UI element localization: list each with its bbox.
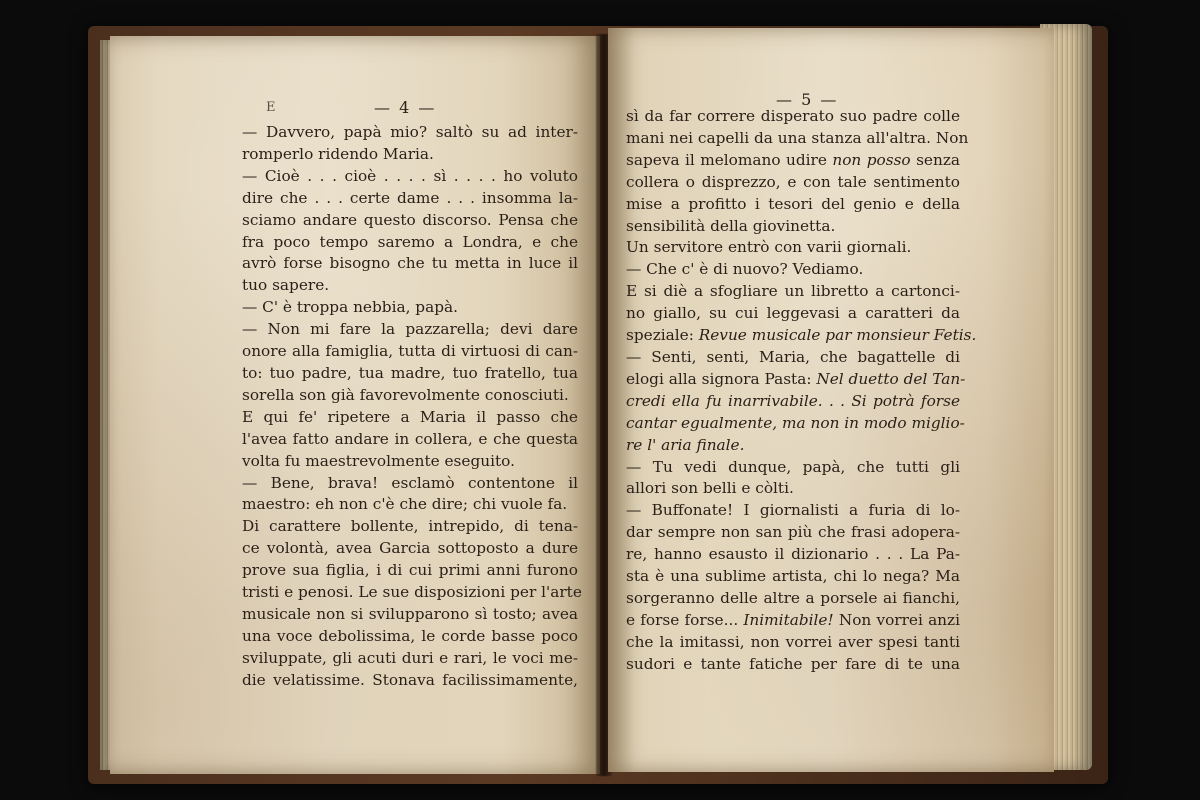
text-run: che la imitassi, non vorrei aver spesi tanti [626, 632, 960, 651]
text-line [242, 407, 578, 429]
text-run: Non vorrei anzi [833, 610, 960, 629]
text-line [242, 582, 582, 604]
text-run: E si diè a sfogliare un libretto a cartonci- [626, 282, 960, 301]
text-run: sorella son già favorevolmente conosciuti. [242, 385, 569, 404]
text-line [626, 347, 960, 369]
italic-text: Inimitabile! [743, 610, 834, 629]
right-page [608, 28, 1054, 772]
text-run: — Non mi fare la pazzarella; devi dare [242, 320, 578, 339]
text-line [242, 560, 578, 582]
text-line [242, 429, 578, 451]
text-line [626, 259, 960, 281]
italic-text: non posso [832, 150, 911, 169]
text-line [242, 232, 578, 254]
text-line [242, 210, 578, 232]
text-run: — Senti, senti, Maria, che bagattelle di [626, 347, 960, 366]
text-line [242, 363, 578, 385]
text-line [242, 319, 578, 341]
text-run: Di carattere bollente, intrepido, di tena- [242, 517, 578, 536]
text-run: musicale non si svilupparono sì tosto; avea [242, 604, 578, 623]
text-line [626, 632, 960, 654]
text-line [242, 166, 578, 188]
text-run: no giallo, su cui leggevasi a caratteri da [626, 304, 960, 323]
text-run: senza [910, 150, 961, 169]
text-line [626, 303, 960, 325]
text-run: maestro: eh non c'è che dire; chi vuole fa. [242, 495, 568, 514]
text-run: — Buffonate! I giornalisti a furia di lo- [626, 501, 960, 520]
text-line [626, 522, 960, 544]
text-line [242, 494, 578, 516]
text-line [242, 188, 578, 210]
text-line [626, 237, 960, 259]
text-run: sviluppate, gli acuti duri e rari, le voci me- [242, 648, 578, 667]
text-line [626, 128, 969, 150]
text-run: onore alla famiglia, tutta di virtuosi di can- [242, 342, 578, 361]
text-line [626, 457, 960, 479]
text-line [242, 451, 578, 473]
text-run: fra poco tempo saremo a Londra, e che [242, 232, 578, 251]
text-run: — Tu vedi dunque, papà, che tutti gli [626, 457, 960, 476]
text-run: — C' è troppa nebbia, papà. [242, 298, 458, 317]
text-line [626, 106, 960, 128]
text-run: sudori e tante fatiche per fare di te una [626, 654, 960, 673]
text-line [626, 391, 960, 413]
text-run: volta fu maestrevolmente eseguito. [242, 451, 515, 470]
text-run: collera o disprezzo, e con tale sentimento [626, 172, 960, 191]
text-line [626, 369, 966, 391]
text-run: Un servitore entrò con varii giornali. [626, 238, 912, 257]
text-line [242, 122, 578, 144]
text-run: mise a profitto i tesori del genio e della [626, 194, 960, 213]
corner-mark: E [266, 100, 276, 115]
text-line [242, 648, 578, 670]
text-run: sorgeranno delle altre a porsele ai fianchi, [626, 588, 960, 607]
text-run: sapeva il melomano udire [626, 150, 833, 169]
text-run: tristi e penosi. Le sue disposizioni per l'arte [242, 583, 582, 602]
text-run: romperlo ridendo Maria. [242, 144, 434, 163]
left-page [110, 36, 600, 774]
text-run: die velatissime. Stonava facilissimamente, [242, 670, 578, 689]
text-run: allori son belli e còlti. [626, 479, 794, 498]
italic-text: Nel duetto del Tan- [816, 369, 966, 388]
italic-text: Revue musicale par monsieur Fetis. [698, 326, 977, 345]
text-line [626, 325, 977, 347]
text-run: — Davvero, papà mio? saltò su ad inter- [242, 123, 578, 141]
text-run: to: tuo padre, tua madre, tuo fratello, tua [242, 363, 578, 382]
text-line [626, 281, 960, 303]
text-line [626, 544, 960, 566]
text-line [242, 626, 578, 648]
text-line [242, 385, 578, 407]
text-run: sta è una sublime artista, chi lo nega? Ma [626, 567, 960, 586]
text-run: tuo sapere. [242, 276, 330, 295]
text-line [626, 172, 960, 194]
text-line [242, 538, 578, 560]
text-run: re, hanno esausto il dizionario . . . La Pa- [626, 545, 960, 564]
page-number-left: — 4 — [374, 98, 437, 117]
text-line [242, 473, 578, 495]
text-run: — Cioè . . . cioè . . . . sì . . . . ho voluto [242, 166, 578, 185]
text-line [626, 610, 960, 632]
text-run: sensibilità della giovinetta. [626, 216, 836, 235]
text-run: prove sua figlia, i di cui primi anni furono [242, 561, 578, 580]
text-line [242, 341, 578, 363]
text-line [242, 516, 578, 538]
text-run: — Che c' è di nuovo? Vediamo. [626, 260, 864, 279]
italic-text: cantar egualmente, ma non in modo miglio- [626, 413, 965, 432]
text-run: una voce debolissima, le corde basse poco [242, 626, 578, 645]
text-run: — Bene, brava! esclamò contentone il [242, 473, 578, 492]
text-line [242, 297, 578, 319]
text-run: sì da far correre disperato suo padre colle [626, 107, 960, 125]
text-run: elogi alla signora Pasta: [626, 369, 817, 388]
text-line [626, 654, 960, 676]
text-run: dar sempre non san più che frasi adopera- [626, 523, 960, 542]
text-run: dire che . . . certe dame . . . insomma la- [242, 188, 578, 207]
text-line [242, 604, 578, 626]
text-line [626, 216, 960, 238]
italic-text: credi ella fu inarrivabile. . . Si potrà forse [626, 391, 960, 410]
text-run: mani nei capelli da una stanza all'altra. Non [626, 128, 969, 147]
text-run: avrò forse bisogno che tu metta in luce il [242, 254, 578, 273]
text-line [626, 413, 965, 435]
text-line [626, 566, 960, 588]
text-line [242, 275, 578, 297]
text-run: ce volontà, avea Garcia sottoposto a dure [242, 539, 578, 558]
italic-text: re l' aria finale. [626, 435, 745, 454]
text-run: l'avea fatto andare in collera, e che questa [242, 429, 578, 448]
text-run: E qui fe' ripetere a Maria il passo che [242, 407, 578, 426]
text-run: e forse forse... [626, 610, 744, 629]
text-line [626, 194, 960, 216]
text-line [626, 478, 960, 500]
text-line [626, 500, 960, 522]
text-run: speziale: [626, 326, 699, 345]
right-page-text [626, 106, 977, 676]
text-run: sciamo andare questo discorso. Pensa che [242, 210, 578, 229]
text-line [626, 435, 960, 457]
text-line [626, 150, 960, 172]
text-line [242, 670, 578, 692]
text-line [242, 253, 578, 275]
text-line [626, 588, 960, 610]
text-line [242, 144, 578, 166]
left-page-text [242, 122, 582, 692]
page-number-right: — 5 — [776, 90, 839, 109]
